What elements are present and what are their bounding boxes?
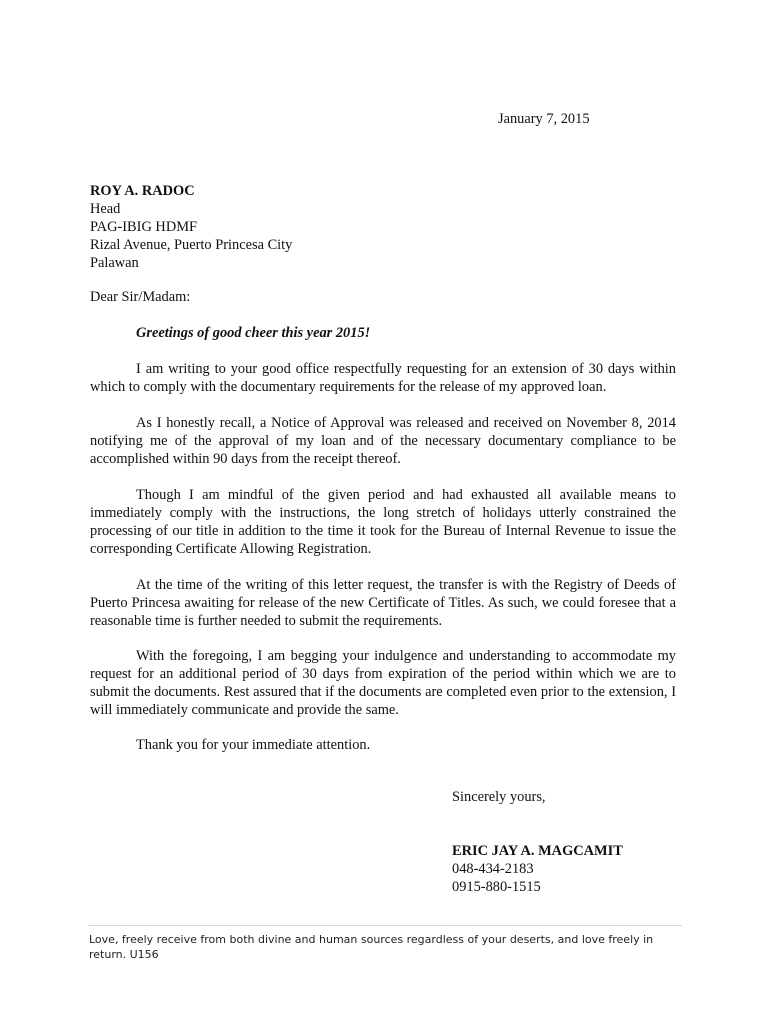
recipient-address-line2: Palawan: [90, 255, 139, 271]
signature-block: [452, 842, 623, 896]
footer-divider: [88, 925, 682, 926]
signatory-phone-mobile: 0915-880-1515: [452, 879, 541, 895]
recipient-address-block: [90, 182, 292, 272]
footer-text: Love, freely receive from both divine and human sources regardless of your deserts, and love freely in return. U156: [89, 933, 654, 961]
body-paragraph-1: I am writing to your good office respectfully requesting for an extension of 30 days within which to comply with the documentary requirements for the release of my approved loan.: [90, 361, 676, 395]
greeting-line: Greetings of good cheer this year 2015!: [136, 325, 371, 341]
letter-date: January 7, 2015: [498, 111, 590, 127]
thanks-line: Thank you for your immediate attention.: [136, 737, 371, 753]
body-paragraph-4: At the time of the writing of this letter request, the transfer is with the Registry of Deeds of Puerto Princesa awaiting for release of the new Certificate of Titles. As such, we could foresee that a reasonable time is further needed to submit the requirements.: [90, 577, 676, 629]
recipient-name: ROY A. RADOC: [90, 183, 195, 199]
body-paragraph-2: As I honestly recall, a Notice of Approval was released and received on November 8, 2014 notifying me of the approval of my loan and of the necessary documentary compliance to be accomplished within 90 days from the receipt thereof.: [90, 415, 676, 467]
body-paragraph-3: Though I am mindful of the given period and had exhausted all available means to immediately comply with the instructions, the long stretch of holidays utterly constrained the processing of our title in addition to the time it took for the Bureau of Internal Revenue to issue the corresponding Certificate Allowing Registration.: [90, 487, 676, 557]
recipient-title: Head: [90, 201, 121, 217]
salutation: Dear Sir/Madam:: [90, 289, 191, 305]
recipient-organization: PAG-IBIG HDMF: [90, 219, 198, 235]
signatory-phone-landline: 048-434-2183: [452, 861, 534, 877]
signatory-name: ERIC JAY A. MAGCAMIT: [452, 843, 623, 859]
complimentary-closing: Sincerely yours,: [452, 789, 546, 805]
body-paragraph-5: With the foregoing, I am begging your indulgence and understanding to accommodate my request for an additional period of 30 days from expiration of the period within which we are to submit the documents. Rest assured that if the documents are completed even prior to the extension, I will immediately communicate and provide the same.: [90, 648, 676, 718]
recipient-address-line1: Rizal Avenue, Puerto Princesa City: [90, 237, 293, 253]
